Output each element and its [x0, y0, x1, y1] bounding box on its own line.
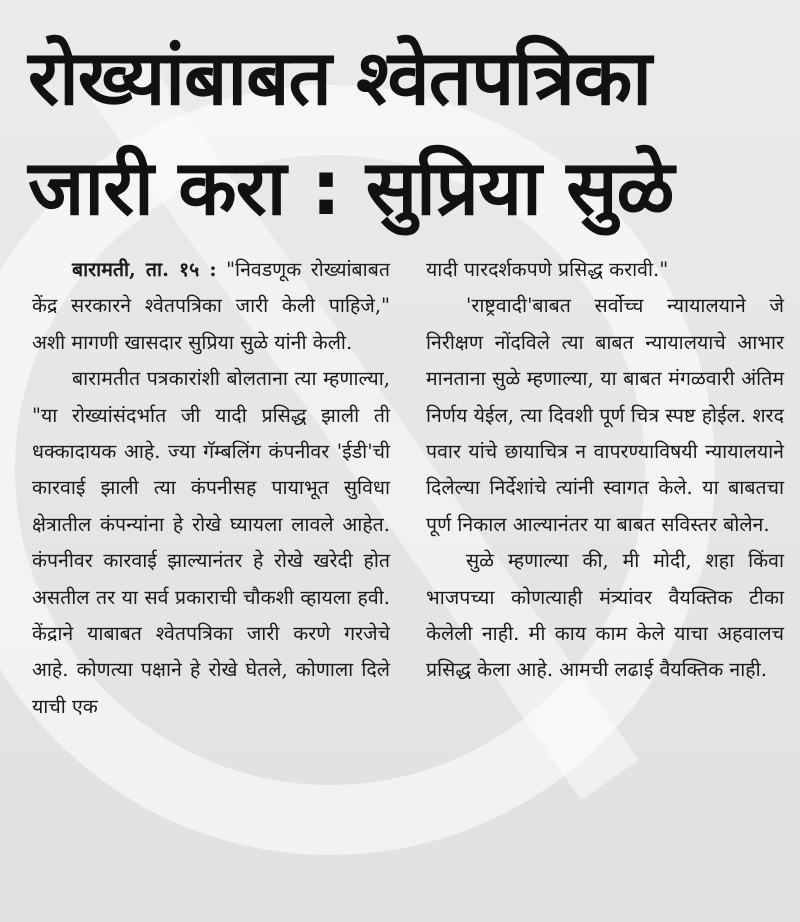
lead-paragraph [32, 252, 390, 361]
headline-line-1: रोख्यांबाबत श्वेतपत्रिका [28, 33, 651, 122]
dateline: बारामती, ता. १५ : [72, 258, 217, 281]
lead-paragraph-text: "निवडणूक रोख्यांबाबत केंद्र सरकारने श्वेतपत्रिका जारी केली पाहिजे," अशी मागणी खासदार सुप्रिया सुळे यांनी केली. [32, 258, 390, 354]
paragraph-2: बारामतीत पत्रकारांशी बोलताना त्या म्हणाल्या, "या रोख्यांसंदर्भात जी यादी प्रसिद्ध झाली ती धक्कादायक आहे. ज्या गॅम्बलिंग कंपनीवर 'ईडी'ची कारवाई झाली त्या कंपनीसह पायाभूत सुविधा क्षेत्रातील कंपन्यांना हे रोखे घ्यायला लावले आहेत. कंपनीवर कारवाई झाल्यानंतर हे रोखे खरेदी होत असतील तर या सर्व प्रकाराची चौकशी व्हायला हवी. केंद्राने याबाबत श्वेतपत्रिका जारी करणे गरजेचे आहे. कोणत्या पक्षाने हे रोखे घेतले, कोणाला दिले याची एक [32, 367, 390, 718]
paragraph-continued: यादी पारदर्शकपणे प्रसिद्ध करावी." [426, 258, 669, 281]
paragraph-3: 'राष्ट्रवादी'बाबत सर्वोच्च न्यायालयाने जे निरीक्षण नोंदविले त्या बाबत न्यायालयाचे आभार मानताना सुळे म्हणाल्या, या बाबत मंगळवारी अंतिम निर्णय येईल, त्या दिवशी पूर्ण चित्र स्पष्ट होईल. शरद पवार यांचे छायाचित्र न वापरण्याविषयी न्यायालयाने दिलेल्या निर्देशांचे त्यांनी स्वागत केले. या बाबतचा पूर्ण निकाल आल्यानंतर या बाबत सविस्तर बोलेन. [426, 294, 784, 536]
right-column [426, 252, 784, 689]
headline-line-2: जारी करा : सुप्रिया सुळे [28, 143, 674, 232]
paragraph-4: सुळे म्हणाल्या की, मी मोदी, शहा किंवा भाजपच्या कोणत्याही मंत्र्यांवर वैयक्तिक टीका केलेली नाही. मी काय काम केले याचा अहवालच प्रसिद्ध केला आहे. आमची लढाई वैयक्तिक नाही. [426, 549, 784, 682]
left-column [32, 252, 390, 725]
